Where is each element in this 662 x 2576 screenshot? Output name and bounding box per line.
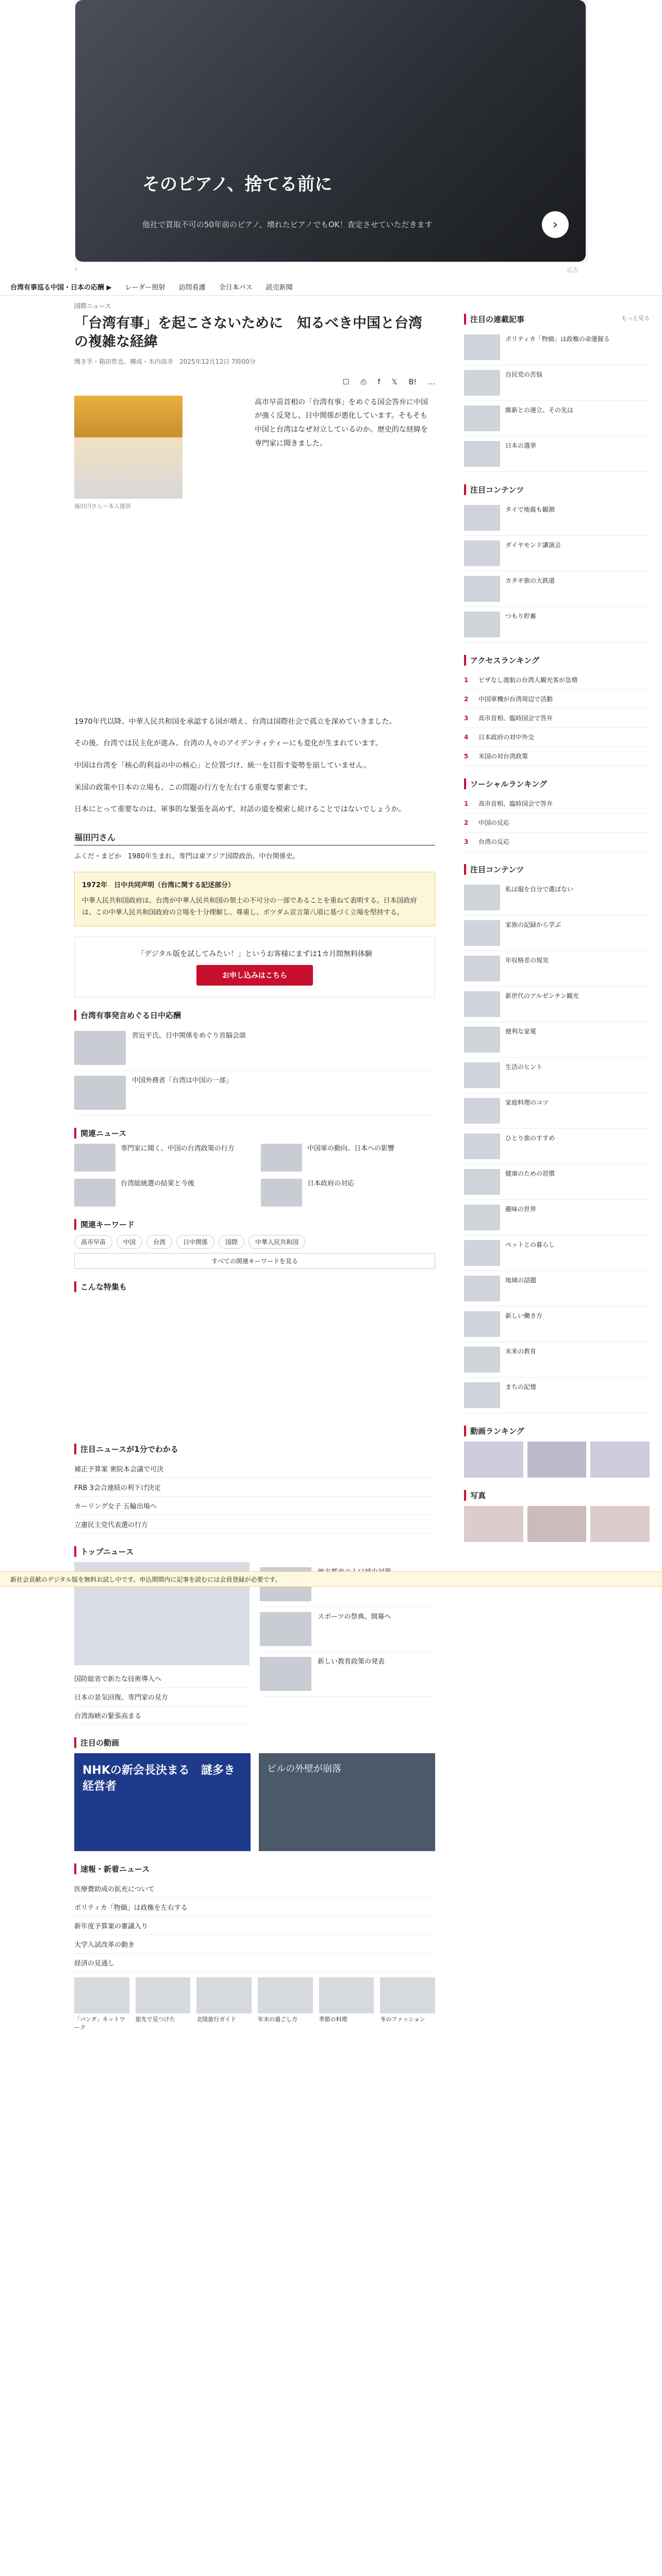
- content-heading: 注目コンテンツ: [464, 864, 650, 875]
- breaking-title: 速報・新着ニュース: [80, 1865, 150, 1874]
- content-item[interactable]: 生活のヒント: [464, 1058, 650, 1093]
- keyword-heading: [74, 1219, 435, 1230]
- social-item[interactable]: 3 台湾の反応: [464, 833, 650, 852]
- feature-heading: [74, 1281, 435, 1292]
- thumbnail: [74, 1031, 126, 1065]
- content-item[interactable]: 年収格差の現実: [464, 951, 650, 987]
- topic-item[interactable]: 台湾有事巡る中国・日本の応酬 ▶: [10, 284, 112, 292]
- social-item[interactable]: 1 高市首相、臨時国会で答弁: [464, 794, 650, 814]
- sidebar-trend-item[interactable]: カタギ旅の大鉄道: [464, 571, 650, 607]
- article-body: [74, 715, 435, 817]
- related-title: 台湾有事発言めぐる日中応酬: [80, 1011, 181, 1021]
- notice-bar: 新社会貢献のデジタル版を無料お試し中です。申込期間内に記事を読むには会員登録が必要です。: [0, 1571, 662, 1587]
- author-photo: [74, 396, 183, 499]
- top-news-item[interactable]: 国防総省で新たな技術導入へ: [74, 1669, 250, 1688]
- thumbnail: [74, 1076, 126, 1110]
- ranking-item[interactable]: 1 ビザなし渡航の台湾人観光客が急増: [464, 671, 650, 690]
- topic-item[interactable]: 読売新聞: [266, 284, 293, 292]
- facebook-icon[interactable]: f: [377, 378, 380, 386]
- article-meta: 聞き手・箱田哲也、構成・木内高幸 2025年12月12日 7時00分: [74, 358, 256, 365]
- paragraph: 米国の政策や日本の立場も、この問題の行方を左右する重要な要素です。: [74, 783, 312, 792]
- paragraph: その後、台湾では民主化が進み、台湾の人々のアイデンティティーにも変化が生まれています。: [74, 739, 383, 748]
- mini-card[interactable]: 「パンダ」ネットワーク: [74, 1977, 129, 2031]
- timeline-heading: [74, 1444, 435, 1454]
- breadcrumb[interactable]: 国際ニュース: [74, 302, 111, 310]
- photo-caption: 福田円さん＝本人提供: [74, 502, 131, 510]
- topic-item[interactable]: 全日本バス: [219, 284, 253, 292]
- ranking-heading: アクセスランキング: [464, 655, 650, 666]
- video-ranking-heading: 動画ランキング: [464, 1426, 650, 1436]
- photo-heading: 写真: [464, 1490, 650, 1501]
- ad-subtext: 他社で買取不可の50年前のピアノ、壊れたピアノでもOK！査定させていただきます: [142, 220, 433, 229]
- timeline-item[interactable]: 補正予算案 衆院本会議で可決: [74, 1460, 435, 1478]
- subscribe-button[interactable]: お申し込みはこちら: [196, 965, 313, 986]
- more-keywords-button[interactable]: すべての関連キーワードを見る: [74, 1253, 435, 1269]
- article-title: 「台湾有事」を起こさないために 知るべき中国と台湾の複雑な経緯: [74, 315, 422, 350]
- rel-news-title: 関連ニュース: [80, 1129, 127, 1139]
- timeline-item[interactable]: 立憲民主党代表選の行方: [74, 1515, 435, 1534]
- paragraph: 1970年代以降、中華人民共和国を承認する国が増え、台湾は国際社会で孤立を深めていきました。: [74, 717, 396, 726]
- content-item[interactable]: 健康のための習慣: [464, 1164, 650, 1200]
- related-item[interactable]: [74, 1026, 435, 1071]
- article-lead: 高市早苗首相の「台湾有事」をめぐる国会答弁に中国が強く反発し、日中関係が悪化しています。そもそも中国と台湾はなぜ対立しているのか。歴史的な経緯を専門家に聞きました。: [255, 398, 428, 448]
- rel-news-item[interactable]: 日本政府の対応: [261, 1179, 435, 1207]
- sidebar: [464, 301, 650, 1542]
- top-news-item[interactable]: 日本の景気回復、専門家の見方: [74, 1688, 250, 1706]
- top-news-heading: [74, 1546, 435, 1557]
- content-item[interactable]: まちの記憶: [464, 1378, 650, 1413]
- content-item[interactable]: 家族の記録から学ぶ: [464, 916, 650, 951]
- top-news-item[interactable]: 台湾海峡の緊張高まる: [74, 1706, 250, 1725]
- keyword-tag[interactable]: 国際: [219, 1235, 244, 1249]
- ranking-item[interactable]: 2 中国軍機が台湾周辺で活動: [464, 690, 650, 709]
- breaking-item[interactable]: 大学入試改革の動き: [74, 1935, 435, 1954]
- ad-label: 広告: [567, 267, 578, 274]
- breaking-item[interactable]: 新年度予算案の審議入り: [74, 1917, 435, 1935]
- top-news-item[interactable]: 新しい教育政策の発表: [260, 1652, 435, 1697]
- content-item[interactable]: 地域の話題: [464, 1271, 650, 1307]
- related-heading: [74, 1010, 435, 1021]
- social-item[interactable]: 2 中国の反応: [464, 814, 650, 833]
- topic-item[interactable]: レーダー照射: [125, 284, 166, 292]
- quote-text: 中華人民共和国政府は、台湾が中華人民共和国の領土の不可分の一部であることを重ねて表明する。日本国政府は、この中華人民共和国政府の立場を十分理解し、尊重し、ポツダム宣言第八項に基づく立場を堅持する。: [82, 896, 417, 917]
- bookmark-icon[interactable]: ☐: [342, 378, 350, 386]
- paragraph: 日本にとって重要なのは、軍事的な緊張を高めず、対話の道を模索し続けることではないでしょうか。: [74, 805, 406, 814]
- subscribe-cta: [74, 937, 435, 997]
- content-item[interactable]: 新世代のアルゼンチン観光: [464, 987, 650, 1022]
- ranking-item[interactable]: 5 米国の対台湾政策: [464, 747, 650, 766]
- content-item[interactable]: 趣味の世界: [464, 1200, 650, 1235]
- topic-item[interactable]: 訪問看護: [178, 284, 206, 292]
- feature-title: こんな特集も: [80, 1282, 127, 1292]
- rel-news-item[interactable]: 中国軍の動向、日本への影響: [261, 1144, 435, 1172]
- sidebar-trend-heading: 注目コンテンツ: [464, 484, 650, 495]
- sidebar-news-item[interactable]: ポリティカ「物価」は政権の命運握る: [464, 330, 650, 365]
- related-item[interactable]: [74, 1071, 435, 1115]
- mini-card[interactable]: 冬のファッション: [380, 1977, 435, 2031]
- related-text: 中国外務省「台湾は中国の一部」: [132, 1077, 233, 1085]
- keyword-tag[interactable]: 中華人民共和国: [249, 1235, 305, 1249]
- ranking-item[interactable]: 4 日本政府の対中外交: [464, 728, 650, 747]
- quote-title: 1972年 日中共同声明（台湾に関する記述部分）: [82, 882, 235, 890]
- sidebar-news-item[interactable]: 維新との連立、その先は: [464, 401, 650, 436]
- rel-news-item[interactable]: 台湾総統選の結果と今後: [74, 1179, 249, 1207]
- breaking-item[interactable]: 経済の見通し: [74, 1954, 435, 1972]
- x-icon[interactable]: 𝕏: [391, 378, 398, 386]
- content-item[interactable]: ひとり旅のすすめ: [464, 1129, 650, 1164]
- top-news-item[interactable]: スポーツの祭典、開幕へ: [260, 1607, 435, 1652]
- rel-news-item[interactable]: 専門家に聞く、中国の台湾政策の行方: [74, 1144, 249, 1172]
- related-text: 習近平氏、日中関係をめぐり首脳会談: [132, 1032, 246, 1040]
- sidebar-trend-item[interactable]: ダイヤモンド講演会: [464, 536, 650, 571]
- sidebar-trend-item[interactable]: つもり貯蓄: [464, 607, 650, 642]
- keyword-tag[interactable]: 中国: [117, 1235, 142, 1249]
- content-item[interactable]: 家庭料理のコツ: [464, 1093, 650, 1129]
- arrow-right-icon[interactable]: ›: [542, 211, 569, 238]
- article-main: [74, 301, 435, 2031]
- rel-news-heading: [74, 1128, 435, 1139]
- keyword-tag[interactable]: 日中関係: [176, 1235, 214, 1249]
- keyword-tags: [74, 1235, 435, 1249]
- content-item[interactable]: 新しい働き方: [464, 1307, 650, 1342]
- video-heading: [74, 1737, 435, 1748]
- ad-info-icon[interactable]: i: [75, 266, 77, 273]
- keyword-tag[interactable]: 高市早苗: [74, 1235, 112, 1249]
- print-icon[interactable]: ⎙: [360, 378, 367, 386]
- top-news-title: トップニュース: [80, 1547, 134, 1557]
- rel-news-grid: [74, 1144, 435, 1207]
- video-card[interactable]: ビルの外壁が崩落: [259, 1753, 435, 1851]
- content-item[interactable]: 未来の教育: [464, 1342, 650, 1378]
- ranking-item[interactable]: 3 高市首相、臨時国会で答弁: [464, 709, 650, 728]
- mini-grid: [74, 1977, 435, 2031]
- sidebar-trend-item[interactable]: タイで地震も観測: [464, 500, 650, 536]
- video-title: 注目の動画: [80, 1738, 120, 1748]
- content-item[interactable]: ペットとの暮らし: [464, 1235, 650, 1271]
- author-bio: ふくだ・まどか 1980年生まれ。専門は東アジア国際政治、中台関係史。: [74, 852, 300, 860]
- mini-card[interactable]: 季節の料理: [319, 1977, 374, 2031]
- mini-card[interactable]: 北陸旅行ガイド: [196, 1977, 252, 2031]
- more-icon[interactable]: …: [428, 378, 435, 386]
- keyword-title: 関連キーワード: [80, 1220, 135, 1230]
- timeline-title: 注目ニュースが1分でわかる: [80, 1445, 178, 1454]
- paragraph: 中国は台湾を「核心的利益の中の核心」と位置づけ、統一を目指す姿勢を崩していません。: [74, 761, 371, 770]
- hatena-icon[interactable]: B!: [408, 378, 417, 386]
- breaking-heading: [74, 1863, 435, 1874]
- share-bar: [74, 378, 435, 386]
- cta-text: 「デジタル版を試してみたい！」というお客様にまずは1カ月間無料体験: [137, 950, 373, 959]
- mini-card[interactable]: 年末の過ごし方: [258, 1977, 313, 2031]
- ad-headline: そのピアノ、捨てる前に: [142, 174, 333, 195]
- keyword-tag[interactable]: 台湾: [146, 1235, 172, 1249]
- ad-banner[interactable]: [75, 0, 586, 262]
- video-card[interactable]: NHKの新会長決まる 謎多き経営者: [74, 1753, 251, 1851]
- timeline-item[interactable]: カーリング女子 五輪出場へ: [74, 1497, 435, 1515]
- social-heading: ソーシャルランキング: [464, 778, 650, 789]
- sidebar-news-heading: 注目の連載記事 もっと見る: [464, 314, 650, 325]
- breaking-item[interactable]: 医療費助成の拡充について: [74, 1879, 435, 1898]
- topic-bar: [0, 278, 662, 296]
- breaking-item[interactable]: ポリティカ「物価」は政権を左右する: [74, 1898, 435, 1917]
- timeline-item[interactable]: FRB 3会合連続の利下げ決定: [74, 1478, 435, 1497]
- content-item[interactable]: 私は服を自分で選ばない: [464, 880, 650, 916]
- sidebar-news-item[interactable]: 自民党の苦悩: [464, 365, 650, 401]
- section-heading: 福田円さん: [74, 831, 435, 845]
- sidebar-news-item[interactable]: 日本の選挙: [464, 436, 650, 472]
- mini-card[interactable]: 旅先で見つけた: [136, 1977, 191, 2031]
- top-ad[interactable]: [74, 0, 588, 263]
- quote-box: [74, 872, 435, 926]
- content-item[interactable]: 便利な家電: [464, 1022, 650, 1058]
